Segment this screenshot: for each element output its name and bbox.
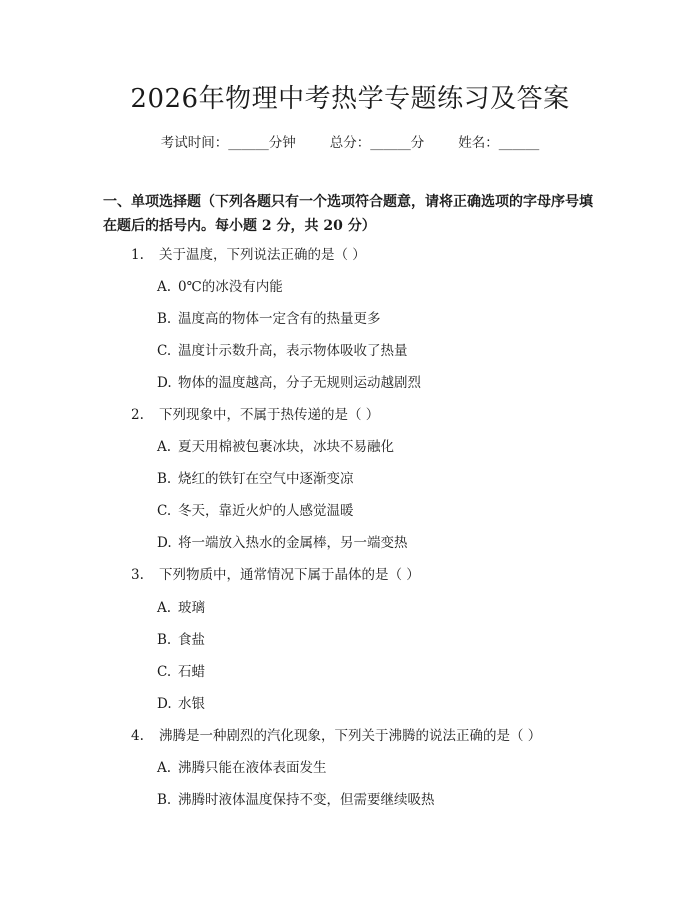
option-text: 将一端放入热水的金属棒，另一端变热 xyxy=(178,535,408,551)
option-text: 沸腾只能在液体表面发生 xyxy=(178,760,327,776)
option-text: 食盐 xyxy=(178,632,205,648)
option-text: 石蜡 xyxy=(178,664,205,680)
option-letter: A. xyxy=(157,760,172,776)
option-text: 沸腾时液体温度保持不变，但需要继续吸热 xyxy=(178,792,435,808)
question-number: 2. xyxy=(131,407,144,423)
option-3b xyxy=(157,628,205,648)
option-letter: C. xyxy=(157,664,172,680)
total-score-field: 总分：______分 xyxy=(329,135,425,151)
question-1 xyxy=(131,243,366,263)
option-2d xyxy=(157,531,408,551)
option-letter: A. xyxy=(157,439,172,455)
option-4b xyxy=(157,788,435,808)
option-3d xyxy=(157,692,205,712)
exam-info-row xyxy=(0,131,700,151)
option-text: 夏天用棉被包裹冰块，冰块不易融化 xyxy=(178,439,394,455)
option-2c xyxy=(157,499,354,519)
option-1a xyxy=(157,275,283,295)
option-letter: B. xyxy=(157,792,172,808)
option-1c xyxy=(157,339,408,359)
option-letter: B. xyxy=(157,311,172,327)
option-letter: C. xyxy=(157,343,172,359)
section-heading: 一、单项选择题（下列各题只有一个选项符合题意，请将正确选项的字母序号填在题后的括号内。每小题 2 分，共 20 分） xyxy=(103,194,593,234)
question-3 xyxy=(131,563,420,583)
question-2 xyxy=(131,403,379,423)
option-letter: B. xyxy=(157,471,172,487)
option-1b xyxy=(157,307,381,327)
option-text: 烧红的铁钉在空气中逐渐变凉 xyxy=(178,471,354,487)
exam-time-field: 考试时间：______分钟 xyxy=(160,135,296,151)
option-text: 冬天，靠近火炉的人感觉温暖 xyxy=(178,503,354,519)
option-letter: A. xyxy=(157,600,172,616)
option-letter: D. xyxy=(157,535,172,551)
question-text: 关于温度，下列说法正确的是（ ） xyxy=(159,247,366,263)
question-text: 沸腾是一种剧烈的汽化现象，下列关于沸腾的说法正确的是（ ） xyxy=(159,728,542,744)
option-text: 温度高的物体一定含有的热量更多 xyxy=(178,311,381,327)
option-3c xyxy=(157,660,205,680)
option-3a xyxy=(157,596,205,616)
option-letter: D. xyxy=(157,696,172,712)
question-number: 4. xyxy=(131,728,144,744)
option-text: 玻璃 xyxy=(178,600,205,616)
option-2a xyxy=(157,435,394,455)
option-text: 温度计示数升高，表示物体吸收了热量 xyxy=(178,343,408,359)
option-letter: A. xyxy=(157,279,172,295)
option-letter: B. xyxy=(157,632,172,648)
option-text: 物体的温度越高，分子无规则运动越剧烈 xyxy=(178,375,421,391)
question-text: 下列物质中，通常情况下属于晶体的是（ ） xyxy=(159,567,420,583)
question-text: 下列现象中，不属于热传递的是（ ） xyxy=(159,407,380,423)
option-2b xyxy=(157,467,354,487)
option-4a xyxy=(157,756,327,776)
page-title: 2026年物理中考热学专题练习及答案 xyxy=(130,84,570,114)
question-4 xyxy=(131,724,541,744)
question-number: 1. xyxy=(131,247,144,263)
option-text: 水银 xyxy=(178,696,205,712)
option-letter: D. xyxy=(157,375,172,391)
option-1d xyxy=(157,371,421,391)
option-text: 0℃的冰没有内能 xyxy=(178,279,283,295)
student-name-field: 姓名：______ xyxy=(458,135,540,151)
option-letter: C. xyxy=(157,503,172,519)
question-number: 3. xyxy=(131,567,144,583)
